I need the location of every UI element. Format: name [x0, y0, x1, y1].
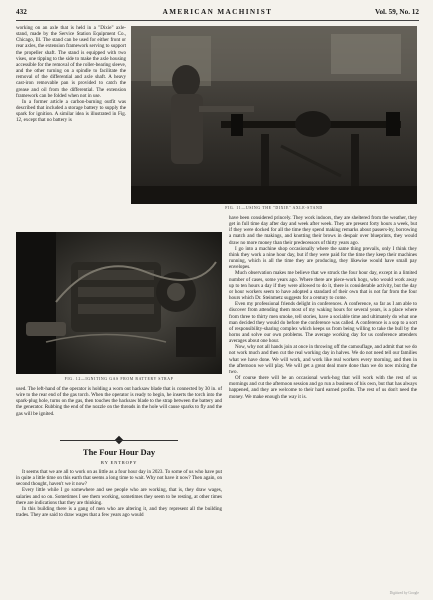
fig11-caption: FIG. 11—USING THE "DIXIE" AXLE-STAND	[225, 206, 323, 210]
article-paragraph: Much observation makes me believe that we struck the four hour day, except in a limited number of cases, some years ago. Where there are piece-work hogs, who would work away up to ten hours a day if they were allowed to do it, there is considerable activity, but the day or hour workers seem to have adopted a standard of their own that is not far from the four hours which Dr. Steinmetz suggests for a century to come.	[229, 270, 417, 302]
article-paragraph: It seems that we are all to work on as little as a four hour day in 2023. To some of us who have put in quite a little time on this earth that seems a long time to wait. Why not have it now? Then again, on second thought, haven't we it now?	[16, 469, 222, 488]
article-left-column	[16, 469, 222, 518]
magazine-title: AMERICAN MACHINIST	[162, 8, 273, 16]
article-paragraph: have been considered princely. They work indoors, they are sheltered from the weather, they get in full time day after day and week after week. They are present forty hours a week, but if they were docked for all the time they spend making remarks about passers-by, borrowing a match and the makings, and knotting their brows in despair over blueprints, they would draw no more money than their predecessors of thirty years ago.	[229, 215, 417, 246]
fig12-photo	[16, 232, 222, 374]
fig11-photo	[131, 26, 417, 204]
article-right-column	[229, 215, 417, 400]
article-paragraph: Even my professional friends delight in conferences. A conference, so far as I am able to discover from attending them most of my waking hours for several years, is a place where from three to thirty men smoke, tell stories, have a sociable time and ultimately do what one man decided they would do before the conference was called. A conference is a sop to a sort of responsibility-sharing complex which keeps us from being willing to take the bull by the horns and solve our own problems. The average working day for us conference attenders averages about one hour.	[229, 301, 417, 345]
article-byline: BY ENTROPY	[100, 460, 138, 465]
article-paragraph: I go into a machine shop occasionally where the same thing prevails, only I think they think they work a nine hour day, but if they were paid for the time they keep their machines running, which is all the time they are producing, they likewise would have small pay envelopes.	[229, 245, 417, 271]
article-paragraph: In this building there is a gang of men who are altering it, and they represent all the building trades. They are said to draw wages that a few years ago would	[16, 505, 222, 519]
fig12-paragraph: used. The left-hand of the operator is holding a worn out hacksaw blade that is connected by 30 in. of wire to the rear end of the gas torch. When the operator is ready to begin, he inserts the torch into the spark-plug hole, turns on the gas, then touches the hacksaw blade to the strap between the battery and the generator. Rubbing the end of the nozzle on the threads in the hole will cause sparks to fly and the gas will be ignited.	[16, 386, 222, 417]
page-number: 432	[16, 8, 27, 16]
article-title: The Four Hour Day	[82, 447, 156, 457]
running-header	[16, 8, 419, 19]
intro-paragraph-2: In a former article a carbon-burning outfit was described that included a storage battery to supply the spark for ignition. A similar idea is illustrated in Fig. 12, except that no battery is	[16, 98, 126, 124]
header-rule	[16, 20, 419, 21]
article-paragraph: Of course there will be an occasional work-hog that will work with the rest of us mornings and cut the afternoon session and go run a business of his own, but that has always happened, and they are welcome to their hard earned profits. The rest of us don't need the money. We make enough the way it is.	[229, 375, 417, 400]
fig12-description	[16, 386, 222, 417]
axle-stand-illustration	[131, 26, 417, 204]
digitization-watermark: Digitized by Google	[389, 591, 419, 595]
article-paragraph: Now, why not all hands join at once in throwing off the camouflage, and admit that we do not work much and then cut the real working day in halves. We do not need tell our families what we have done. We will work, and work like real workers every morning, and then in the afternoon we will play. We will get a great deal more done than we do now mixing the two.	[229, 344, 417, 375]
battery-ignition-illustration	[16, 232, 222, 374]
ornament-rule	[60, 440, 178, 441]
fig12-caption: FIG. 12—IGNITING GAS FROM BATTERY STRAP	[64, 377, 174, 381]
intro-column	[16, 25, 126, 124]
intro-paragraph-1: working on an axle that is held in a "Dixie" axle-stand, made by the Service Station Equipment Co., Chicago, Ill. The stand can be used for either front or rear axles, the extension framework serving to support the propeller shaft. The stand is equipped with two vises, one tipping to the side to make the axle housing accessible for the removal of the roller-bearing sleeve, and the other turning on a spindle to facilitate the removal of the differential and axle shaft. A heavy cast-iron removable pan is provided to catch the grease and oil from the differential. The extension framework can be folded when not in use.	[16, 25, 126, 99]
article-paragraph: Every little while I go somewhere and see people who are working, that is, they draw wages, salaries and so on. Sometimes I see them working, sometimes they seem to be resting, at other times there are indications that they are thinking.	[16, 487, 222, 506]
volume-issue: Vol. 59, No. 12	[374, 8, 419, 16]
